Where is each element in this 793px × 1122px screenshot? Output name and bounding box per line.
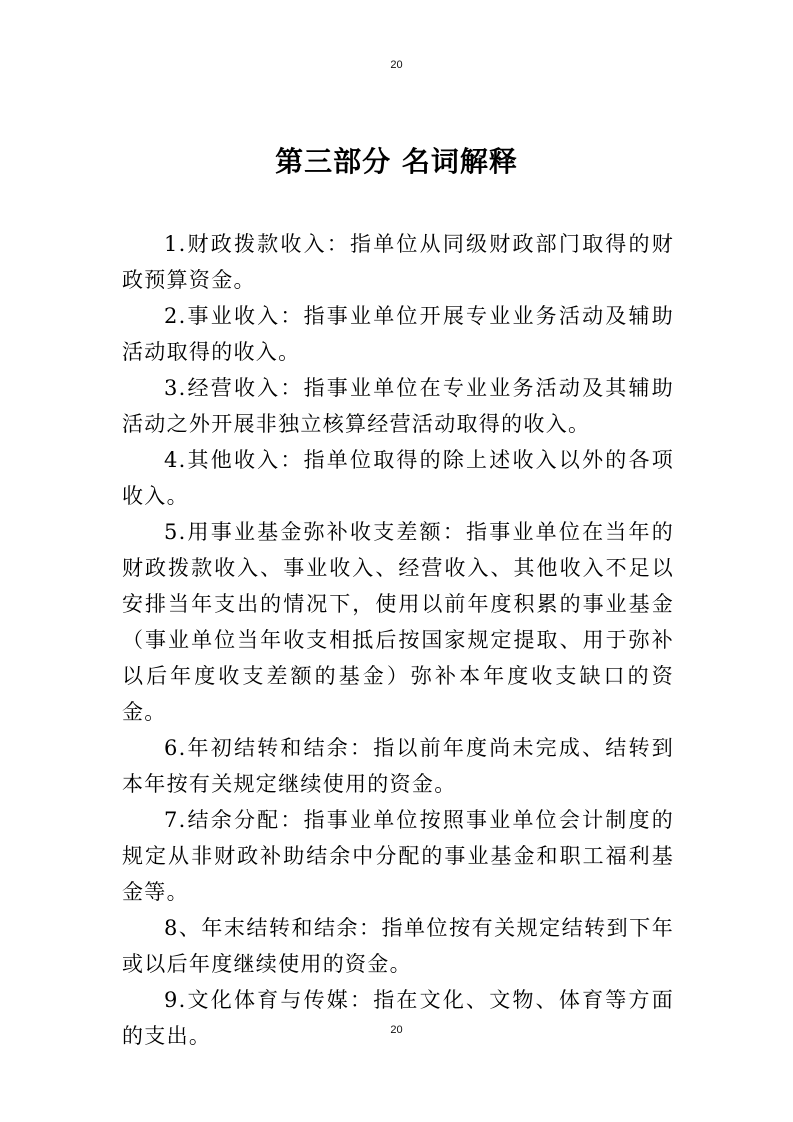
glossary-item-4: 4.其他收入：指单位取得的除上述收入以外的各项收入。: [122, 448, 674, 508]
glossary-item-1: 1.财政拨款收入：指单位从同级财政部门取得的财政预算资金。: [122, 232, 674, 292]
page-number-bottom: 20: [390, 1024, 403, 1036]
glossary-item-8: 8、年末结转和结余：指单位按有关规定结转到下年或以后年度继续使用的资金。: [122, 916, 674, 976]
glossary-item-6: 6.年初结转和结余：指以前年度尚未完成、结转到本年按有关规定继续使用的资金。: [122, 736, 674, 796]
section-title: 第三部分 名词解释: [275, 145, 518, 178]
glossary-item-2: 2.事业收入：指事业单位开展专业业务活动及辅助活动取得的收入。: [122, 304, 674, 364]
glossary-body: [122, 226, 674, 1054]
glossary-item-3: 3.经营收入：指事业单位在专业业务活动及其辅助活动之外开展非独立核算经营活动取得的收入。: [122, 376, 674, 436]
page-number-top: 20: [390, 59, 403, 71]
glossary-item-7: 7.结余分配：指事业单位按照事业单位会计制度的规定从非财政补助结余中分配的事业基金和职工福利基金等。: [122, 808, 674, 904]
glossary-item-5: 5.用事业基金弥补收支差额：指事业单位在当年的财政拨款收入、事业收入、经营收入、其他收入不足以安排当年支出的情况下，使用以前年度积累的事业基金（事业单位当年收支相抵后按国家规定提取、用于弥补以后年度收支差额的基金）弥补本年度收支缺口的资金。: [122, 520, 674, 724]
glossary-item-9: 9.文化体育与传媒：指在文化、文物、体育等方面的支出。: [122, 988, 674, 1048]
